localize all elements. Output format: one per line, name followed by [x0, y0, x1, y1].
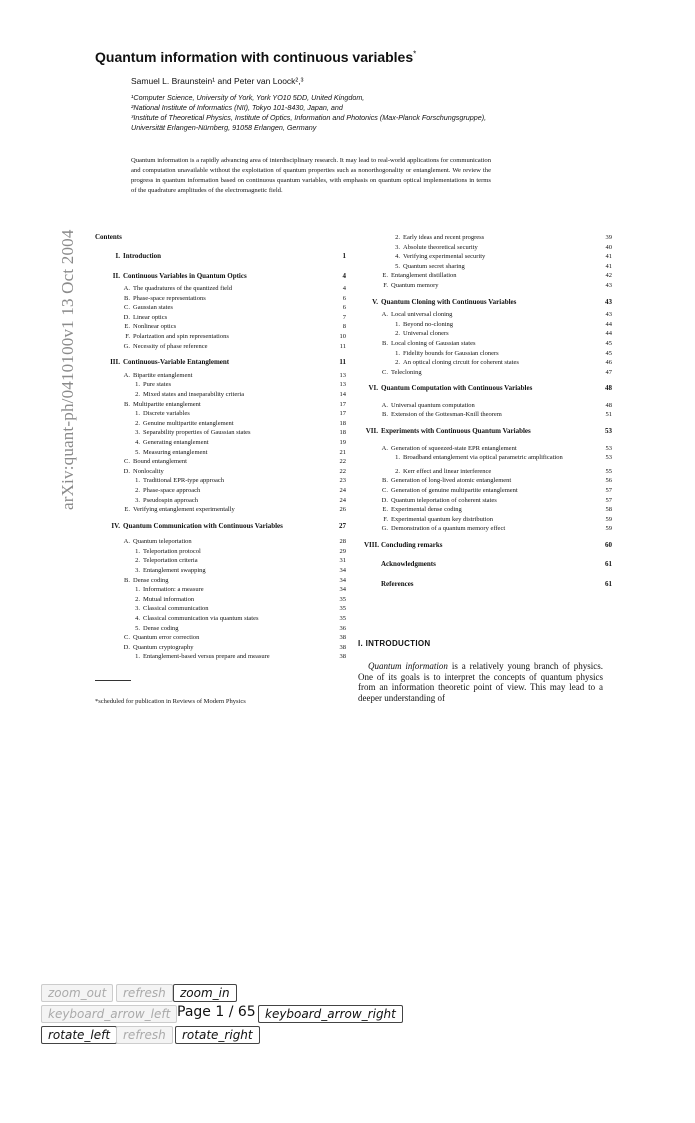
toc-number: 3. — [395, 243, 400, 251]
toc-page: 53 — [605, 444, 612, 452]
toc-page: 11 — [339, 342, 346, 350]
toc-page: 44 — [605, 330, 612, 338]
toc-page: 35 — [339, 605, 346, 613]
toc-title: Classical communication via quantum states — [143, 615, 259, 622]
toc-page: 29 — [339, 547, 346, 555]
toc-title: Extension of the Gottesman-Knill theorem — [391, 411, 502, 419]
toc-title: Kerr effect and linear interference — [403, 467, 492, 475]
toc-title: Discrete variables — [143, 410, 190, 418]
toc-number: C. — [124, 634, 130, 642]
toc-title: Early ideas and recent progress — [403, 234, 485, 241]
toc-number: A. — [381, 444, 388, 452]
toc-number: D. — [123, 313, 130, 321]
toc-number: V. — [372, 297, 378, 306]
rotate-left-button[interactable]: rotate_left — [41, 1026, 117, 1044]
toc-number: 1. — [135, 547, 140, 555]
toc-title: Quantum secret sharing — [403, 262, 465, 270]
toc-number: C. — [382, 486, 388, 494]
toc-page: 13 — [339, 381, 346, 389]
toc-page: 35 — [339, 595, 346, 603]
toc-page: 51 — [605, 411, 612, 419]
toc-number: B. — [382, 477, 388, 485]
toc-page: 24 — [339, 486, 346, 494]
toc-page: 26 — [339, 506, 346, 514]
page-indicator: Page 1 / 65 — [177, 1004, 256, 1020]
toc-title: Dense coding — [143, 624, 179, 632]
toc-page: 57 — [605, 496, 612, 504]
toc-title: Separability properties of Gaussian states — [143, 429, 251, 437]
toc-title: Experimental dense coding — [391, 506, 462, 514]
toc-number: E. — [124, 506, 130, 514]
toc-number: D. — [123, 643, 130, 651]
toc-number: VI. — [368, 384, 378, 393]
toc-page: 1 — [342, 252, 346, 260]
next-page-button[interactable]: keyboard_arrow_right — [258, 1005, 403, 1023]
affiliation-line: Universität Erlangen-Nürnberg, 91058 Erlangen, Germany — [131, 123, 317, 132]
toc-number: 5. — [135, 624, 140, 632]
toc-number: 1. — [395, 349, 400, 357]
toc-page: 10 — [339, 333, 346, 340]
toc-title: Broadband entanglement via optical parametric amplification — [403, 454, 563, 462]
toc-title: Bound entanglement — [133, 458, 187, 466]
paper-title: Quantum information with continuous variables* — [95, 49, 417, 65]
toc-page: 61 — [605, 579, 612, 588]
toc-title: Nonlinear optics — [133, 323, 177, 331]
toc-number: 1. — [135, 586, 140, 594]
toc-page: 55 — [605, 467, 612, 475]
toc-number: 2. — [395, 359, 400, 367]
toc-page: 41 — [605, 253, 612, 261]
toc-title: Entanglement distillation — [391, 272, 457, 280]
zoom-in-button[interactable]: zoom_in — [173, 984, 237, 1002]
toc-number: A. — [123, 538, 130, 546]
toc-page: 48 — [605, 384, 612, 393]
toc-number: A. — [381, 401, 388, 409]
toc-title: Multipartite entanglement — [133, 400, 201, 408]
toc-number: F. — [125, 333, 130, 340]
toc-page: 22 — [339, 458, 346, 466]
toc-title: Phase-space representations — [133, 294, 206, 302]
toc-number: 2. — [135, 595, 140, 603]
toc-number: II. — [112, 271, 120, 280]
toc-number: E. — [382, 506, 388, 514]
paper-authors: Samuel L. Braunstein¹ and Peter van Loock²,³ — [131, 76, 304, 86]
toc-page: 59 — [605, 515, 612, 523]
toc-page: 53 — [605, 454, 612, 462]
toc-number: C. — [382, 368, 388, 376]
toc-page: 38 — [339, 643, 346, 651]
toc-title: Continuous-Variable Entanglement — [123, 358, 230, 367]
affiliation-line: ³Institute of Theoretical Physics, Institute of Optics, Information and Photonics (Max-Planck Forschungsgruppe), — [131, 113, 487, 122]
toc-number: 2. — [135, 390, 140, 398]
toc-number: 3. — [135, 567, 140, 574]
toc-title: Quantum teleportation of coherent states — [391, 496, 497, 504]
toc-page: 47 — [605, 368, 612, 376]
toc-number: B. — [382, 339, 388, 347]
toc-number: VII. — [365, 427, 378, 435]
toc-page: 6 — [342, 294, 346, 302]
toc-title: Quantum Computation with Continuous Variables — [381, 384, 533, 393]
rotate-right-button[interactable]: rotate_right — [175, 1026, 260, 1044]
toc-title: Classical communication — [143, 605, 209, 613]
toc-title: Nonlocality — [133, 467, 164, 475]
toc-title: The quadratures of the quantized field — [133, 285, 233, 292]
toc-page: 11 — [339, 358, 346, 367]
toc-number: G. — [381, 525, 388, 533]
toc-page: 6 — [342, 304, 346, 312]
toc-page: 44 — [605, 320, 612, 328]
toc-title: Linear optics — [133, 313, 168, 321]
toc-number: F. — [383, 282, 388, 289]
toc-number: A. — [381, 311, 388, 319]
toc-page: 19 — [339, 438, 346, 446]
toc-number: B. — [124, 400, 130, 408]
toc-page: 39 — [605, 234, 612, 241]
toc-number: 1. — [395, 454, 400, 462]
toc-title: Quantum Communication with Continuous Variables — [123, 521, 283, 530]
toc-title: References — [381, 579, 414, 588]
section-heading: I. INTRODUCTION — [358, 639, 431, 648]
toc-page: 42 — [605, 272, 612, 280]
toc-page: 7 — [342, 313, 346, 321]
toc-title: An optical cloning circuit for coherent states — [403, 359, 519, 367]
toc-page: 45 — [605, 339, 612, 347]
toc-title: Pure states — [143, 381, 171, 389]
toc-number: 1. — [395, 320, 400, 328]
toc-page: 23 — [339, 477, 346, 485]
toc-page: 17 — [339, 410, 346, 418]
prev-page-button[interactable]: keyboard_arrow_left — [41, 1005, 177, 1023]
toc-number: 1. — [135, 410, 140, 418]
toc-number: 4. — [135, 615, 140, 622]
toc-number: 1. — [135, 653, 140, 661]
toc-title: Information: a measure — [143, 586, 204, 594]
toc-title: Introduction — [123, 252, 161, 260]
toc-title: Necessity of phase reference — [133, 342, 208, 350]
toc-title: Mutual information — [143, 595, 195, 603]
toc-number: 1. — [135, 381, 140, 389]
toc-page: 18 — [339, 419, 346, 427]
toc-page: 43 — [605, 311, 612, 319]
toc-number: IV. — [111, 521, 120, 530]
toc-page: 53 — [605, 427, 612, 435]
toc-title: Genuine multipartite entanglement — [143, 419, 234, 427]
toc-number: I. — [115, 252, 120, 260]
toc-title: Quantum teleportation — [133, 538, 192, 546]
toc-page: 45 — [605, 349, 612, 357]
toc-title: Generation of long-lived atomic entanglement — [391, 477, 512, 485]
toc-page: 61 — [605, 560, 612, 569]
toc-title: Gaussian states — [133, 304, 173, 312]
toc-number: 3. — [135, 429, 140, 437]
toc-number: 2. — [395, 467, 400, 475]
toc-title: Polarization and spin representations — [133, 333, 229, 340]
toc-title: Local universal cloning — [391, 311, 453, 319]
toc-page: 38 — [339, 653, 346, 661]
toc-page: 48 — [605, 401, 612, 409]
toc-number: 3. — [135, 496, 140, 504]
toc-number: 2. — [135, 557, 140, 565]
toc-title: Teleportation criteria — [143, 557, 198, 565]
toc-page: 8 — [342, 323, 346, 331]
toc-page: 56 — [605, 477, 612, 485]
toc-page: 43 — [605, 297, 612, 306]
toc-title: Concluding remarks — [381, 540, 443, 549]
toc-number: 5. — [135, 448, 140, 456]
toc-page: 13 — [339, 371, 346, 379]
toc-title: Entanglement swapping — [143, 567, 206, 574]
toc-title: Generation of genuine multipartite entanglement — [391, 486, 518, 494]
toc-number: 1. — [135, 477, 140, 485]
toc-page: 59 — [605, 525, 612, 533]
toc-title: Entanglement-based versus prepare and measure — [143, 653, 270, 661]
intro-text: is a relatively young branch of physics. One of its goals is to interpret the concepts of quantum physics from an information theoretic point of view. This may lead to a deeper understanding of — [358, 661, 603, 703]
toc-page: 31 — [339, 557, 346, 565]
refresh-button[interactable]: refresh — [116, 984, 173, 1002]
toc-number: A. — [123, 285, 130, 292]
toc-title: Quantum memory — [391, 282, 439, 289]
footnote-rule — [95, 680, 131, 681]
toc-title: Universal cloners — [403, 330, 449, 338]
toc-page: 4 — [342, 285, 346, 292]
toc-title: Mixed states and inseparability criteria — [143, 390, 245, 398]
toc-number: B. — [382, 411, 388, 419]
toc-number: 3. — [135, 605, 140, 613]
toc-page: 17 — [339, 400, 346, 408]
toc-number: C. — [124, 458, 130, 466]
toc-title: Demonstration of a quantum memory effect — [391, 525, 506, 533]
toc-number: 2. — [135, 419, 140, 427]
toc-page: 41 — [605, 262, 612, 270]
toc-title: Local cloning of Gaussian states — [391, 339, 476, 347]
toc-page: 34 — [339, 576, 346, 584]
toc-title: Teleportation protocol — [143, 547, 201, 555]
toc-page: 60 — [605, 540, 612, 549]
toc-title: Traditional EPR-type approach — [143, 477, 224, 485]
affiliations — [131, 93, 601, 133]
affiliation-line: ¹Computer Science, University of York, York YO10 5DD, United Kingdom, — [131, 93, 365, 102]
toc-title: Generation of squeezed-state EPR entanglement — [391, 444, 517, 452]
intro-emphasis: Quantum information — [368, 661, 448, 671]
toc-number: 4. — [135, 438, 140, 446]
toc-number: 5. — [395, 262, 400, 270]
toc-page: 40 — [605, 243, 612, 251]
affiliation-line: ²National Institute of Informatics (NII), Tokyo 101-8430, Japan, and — [131, 103, 343, 112]
abstract: Quantum information is a rapidly advancing area of interdisciplinary research. It may lead to real-world applications for communication and computation unavailable without the exploitation of quantum properties such as nonorthogonality or entanglement. We review the progress in quantum information based on continuous quantum variables, with emphasis on quantum optical implementations in terms of the quadrature amplitudes of the electromagnetic field. — [131, 157, 491, 194]
toc-title: Acknowledgments — [381, 560, 436, 569]
toc-title: Verifying experimental security — [403, 253, 486, 261]
toc-title: Experiments with Continuous Quantum Variables — [381, 427, 531, 435]
refresh-rotation-button[interactable]: refresh — [116, 1026, 173, 1044]
toc-page: 22 — [339, 467, 346, 475]
toc-title: Absolute theoretical security — [403, 243, 478, 251]
toc-title: Bipartite entanglement — [133, 371, 193, 379]
toc-page: 36 — [339, 624, 346, 632]
toc-title: Continuous Variables in Quantum Optics — [123, 271, 247, 280]
toc-number: B. — [124, 576, 130, 584]
toc-number: G. — [123, 342, 130, 350]
toc-number: 2. — [395, 234, 400, 241]
toc-number: D. — [381, 496, 388, 504]
toc-number: C. — [124, 304, 130, 312]
toc-page: 58 — [605, 506, 612, 514]
footnote: *scheduled for publication in Reviews of Modern Physics — [95, 698, 246, 705]
toc-title: Dense coding — [133, 576, 169, 584]
toc-title: Generating entanglement — [143, 438, 209, 446]
toc-title: Beyond no-cloning — [403, 320, 454, 328]
toc-number: B. — [124, 294, 130, 302]
toc-title: Quantum Cloning with Continuous Variables — [381, 297, 517, 306]
toc-number: E. — [124, 323, 130, 331]
toc-page: 57 — [605, 486, 612, 494]
toc-page: 27 — [339, 521, 346, 530]
toc-number: E. — [382, 272, 388, 280]
toc-page: 34 — [339, 586, 346, 594]
toc-title: Quantum cryptography — [133, 643, 194, 651]
toc-page: 21 — [339, 448, 346, 456]
toc-title: Telecloning — [391, 368, 422, 376]
toc-title: Measuring entanglement — [143, 448, 208, 456]
toc-page: 38 — [339, 634, 346, 642]
toc-number: III. — [110, 358, 120, 367]
toc-page: 14 — [339, 390, 346, 398]
toc-page: 24 — [339, 496, 346, 504]
toc-number: F. — [383, 515, 388, 523]
zoom-out-button[interactable]: zoom_out — [41, 984, 113, 1002]
toc-title: Fidelity bounds for Gaussian cloners — [403, 349, 499, 357]
toc-title: Verifying entanglement experimentally — [133, 506, 235, 514]
toc-title: Phase-space approach — [143, 486, 201, 494]
toc-page: 28 — [339, 538, 346, 546]
toc-title: Quantum error correction — [133, 634, 200, 642]
toc-number: A. — [123, 371, 130, 379]
toc-number: 2. — [395, 330, 400, 338]
toc-number: 4. — [395, 253, 400, 261]
toc-number: 2. — [135, 486, 140, 494]
toc-title: Experimental quantum key distribution — [391, 515, 493, 523]
toc-number: D. — [123, 467, 130, 475]
toc-page: 34 — [339, 567, 346, 574]
toc-page: 4 — [342, 271, 346, 280]
contents-heading: Contents — [95, 233, 122, 241]
toc-page: 43 — [605, 282, 612, 289]
toc-title: Pseudospin approach — [143, 496, 199, 504]
toc-page: 18 — [339, 429, 346, 437]
toc-title: Universal quantum computation — [391, 401, 475, 409]
toc-number: VIII. — [364, 540, 379, 549]
toc-page: 46 — [605, 359, 612, 367]
toc-page: 35 — [339, 615, 346, 622]
intro-paragraph — [358, 661, 603, 703]
arxiv-sidebar-stamp: arXiv:quant-ph/0410100v1 13 Oct 2004 — [58, 229, 77, 510]
